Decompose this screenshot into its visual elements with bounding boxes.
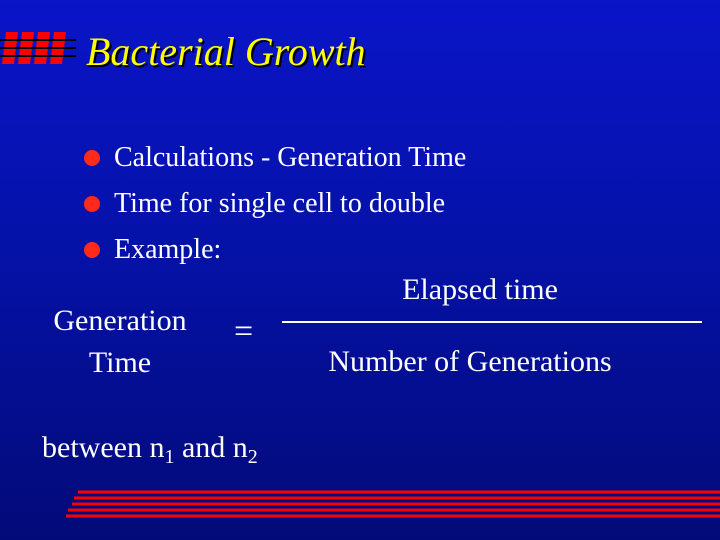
fraction-bar [282,321,702,323]
equals-sign: = [234,313,254,350]
between-generations-text [42,428,258,477]
fraction-numerator: Elapsed time [402,273,558,306]
equation-left-term [30,300,210,384]
bullet-item-definition [84,184,466,230]
bullet-list [84,138,466,276]
slide-title: Bacterial Growth [86,29,366,74]
circle-bullet-icon [84,196,100,212]
between-middle: and n [174,431,248,464]
equation-left-line2: Time [88,346,152,379]
footer-accent-lines [64,490,720,520]
bullet-item-calculations [84,138,466,184]
bullet-text: Time for single cell to double [114,188,446,219]
circle-bullet-icon [84,150,100,166]
bullet-text: Calculations - Generation Time [114,142,467,173]
between-prefix: between n [42,431,165,464]
subscript-1: 1 [164,446,175,468]
striped-bars-logo-icon [0,30,76,66]
equation-left-line1: Generation [53,304,187,337]
circle-bullet-icon [84,242,100,258]
fraction-denominator: Number of Generations [328,345,612,378]
bullet-text: Example: [114,234,222,265]
subscript-2: 2 [247,446,258,468]
